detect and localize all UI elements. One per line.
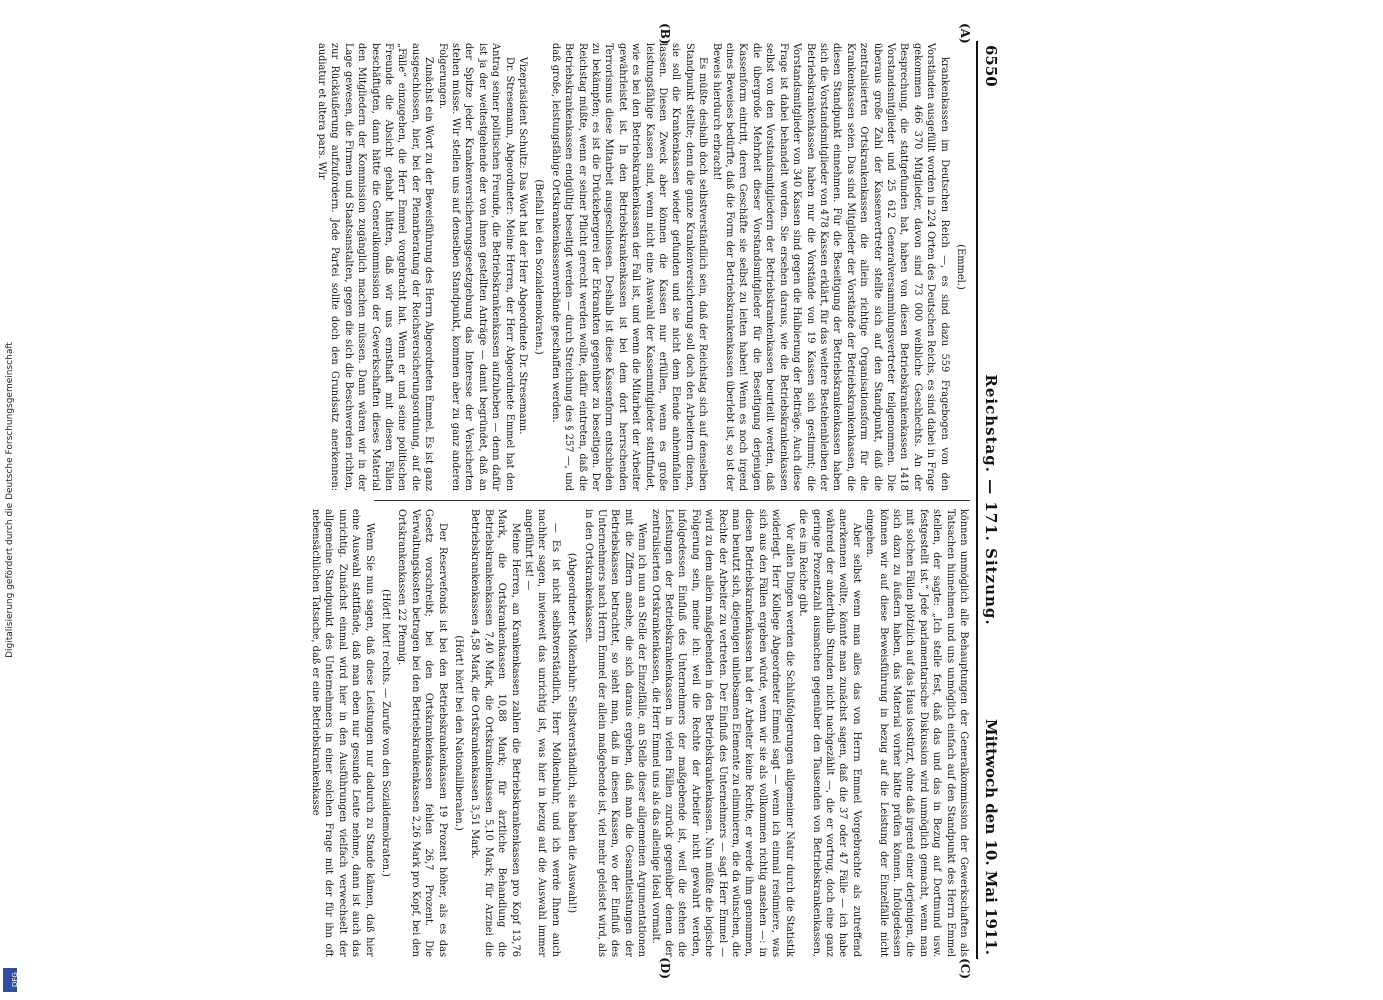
paragraph: — Es ist nicht selbstverständlich, Herr Molkenbuhr, und ich werde Ihnen auch nachher sagen, inwieweit das unrichtig ist, was hier in bezug auf die Auswahl immer angeführt ist! — [523,509,561,957]
interjection: (Hört! hört! bei den Nationalliberalen.) [452,635,464,831]
paragraph: Der Reservefonds ist bei den Betriebskrankenkassen 19 Prozent höher, als es das Gesetz vorschreibt; bei den Ortskrankenkassen fehlen 26,7 Prozent. Die Verwaltungskosten betragen bei den Betriebskrankenkassen 2,26 Mark pro Kopf, bei den Ortskrankenkassen 22 Pfennig. [396,509,448,957]
applause-note: (Beifall bei den Sozialdemokraten.) [533,179,545,355]
session-date: Mittwoch den 10. Mai 1911. [982,718,1000,955]
paragraph: Meine Herren, an Krankenkassen zahlen die Betriebskrankenkassen pro Kopf 13,76 Mark, die Ortskrankenkassen 10,88 Mark; für ärztliche Behandlung die Betriebskrankenkassen 7,40 Mark, die Ortskrankenkassen 5,10 Mark; für Arznei die Betriebskrankenkassen 4,58 Mark, die Ortskrankenkassen 3,51 Mark. [469,509,521,957]
digitization-notice-text: Digitalisierung gefördert durch die Deutsche Forschungsgemeinschaft [5,342,15,658]
left-column [315,43,970,491]
page-number: 6550 [982,45,1000,87]
speaker-tag: (Emmel.) [955,244,966,290]
margin-mark-a: (A) [958,23,972,44]
margin-mark-d: (D) [658,957,672,979]
paragraph: Zunächst ein Wort zu der Beweisführung des Herrn Abgeordneten Emmel. Es ist ganz ausgeschlossen, hier, bei der Plenarberatung der Reichsversicherungsordnung, auf die „Fälle“ einzugehen, die Herr Emmel vorgebracht hat. Wenn er und seine politischen Freunde die Absicht gehabt hätten, daß wir uns ernsthaft mit diesen Fällen beschäftigten, dann hätte die Generalkommission der Gewerkschaften dieses Material den Mitgliedern der Kommission zugänglich machen müssen. Dann wären wir in der Lage gewesen, die Firmen und Staatsanstalten, gegen die sich die Beschwerden richten, zur Rückäußerung aufzufordern. Jede Partei sollte doch den Grundsatz anerkennen: audiatur et altera pars. Wir [315,43,435,491]
dfg-logo: DFG [3,968,17,992]
paragraph: Aber selbst wenn man alles das von Herrn Emmel Vorgebrachte als zutreffend anerkennen wollte, könnte man zunächst sagen, daß die 37 oder 47 Fälle — ich habe während der anderthalb Stunden nicht nachgezählt —, die er vortrug, doch eine ganz geringe Prozentzahl ausmachen gegenüber den Tausenden von Betriebskrankenkassen, die es im Reiche gibt. [797,509,862,957]
margin-mark-b: (B) [658,23,672,45]
page-header [980,35,1002,965]
president-line: Vizepräsident Schultz: Das Wort hat der Herr Abgeordnete Dr. Stresemann. [517,57,528,435]
paragraph: Wenn Sie nun sagen, daß diese Leistungen nur dadurch zu Stande kämen, daß hier eine Auswahl stattfände, daß man eben nur gesunde Leute nehme, dann ist auch das unrichtig. Zunächst einmal wird hier in den Ausführungen vielfach verwechselt der allgemeine Standpunkt des Unternehmers in einer solchen Frage mit der für ihn oft nebensächlichen Tatsache, daß er eine Betriebskrankenkasse [309,509,375,957]
column-divider [374,500,970,501]
margin-mark-c: (C) [958,958,972,979]
interjection: (Abgeordneter Molkenbuhr: Selbstverständlich, sie haben die Auswahl!) [566,552,578,914]
paragraph: Wenn ich nun an Stelle der Einzelfälle, an Stelle dieser allgemeinen Argumentationen mit die Ziffern ansehe, die sich daraus ergeben, daß man die Gesamtleistungen der Betriebskassen betrachtet, so sieht man, daß in diesen Kassen, wo der Einfluß des Unternehmers nach Herrn Emmel der allein maßgebende ist, viel mehr geleistet wird, als in den Ortskrankenkassen. [582,509,648,957]
digitization-notice [2,0,18,1000]
right-column [309,509,970,957]
running-head: Reichstag. — 171. Sitzung. [982,374,1000,626]
paragraph: Es müßte deshalb doch selbstverständlich sein, daß der Reichstag sich auf denselben Standpunkt stellte; denn die ganze Krankenversicherung soll doch den Arbeitern dienen, sie soll die Krankenkassen wieder gefunden und sie nicht dem Elende anheimfallen lassen. Diesen Zweck aber können die Kassen nur erfüllen, wenn es große leistungsfähige Kassen sind, wenn nicht eine Auswahl der Kassenmitglieder stattfindet, wie es bei den Betriebskrankenkassen der Fall ist, und wenn die Mitarbeit der Arbeiter gewährleistet ist. In den Betriebskrankenkassen ist bei dem dort herrschenden Terrorismus diese Mitarbeit ausgeschlossen. Deshalb ist diese Kassenform entschieden zu bekämpfen; es ist die Drückebergerei der Erkrankten gegenüber zu beseitigen. Der Reichstag müßte, wenn er seiner Pflicht gerecht werden wollte, dafür eintreten, daß die Betriebskrankenkassen endgültig beseitigt werden — durch Streichung des § 257 —, und daß große, leistungsfähige Ortskrankenkassenverbände geschaffen werden. [549,43,709,491]
paragraph: krankenkassen im Deutschen Reich —, es sind dazu 559 Fragebogen von den Vorständen ausgefüllt worden in 224 Orten des Deutschen Reichs, es sind dabei in Frage gekommen 466 370 Mitglieder, davon sind 73 000 weibliche Geschlechts. An der Besprechung, die stattgefunden hat, haben von diesen Betriebskrankenkassen 1418 Vorstandsmitglieder und 25 612 Generalversammlungsvertreter teilgenommen. Die überaus große Zahl der Kassenvertreter stellte sich auf den Standpunkt, daß die zentralisierten Ortskrankenkassen die allein richtige Organisationsform für die Krankenkassen seien. Das sind Mitglieder der Vorstände der Betriebskrankenkassen, die diesen Standpunkt einnehmen. Für die Beseitigung der Betriebskrankenkassen haben sich die Vorstandsmitglieder von 478 Kassen erklärt, für das weitere Bestehenbleiben der Betriebskrankenkassen haben nur die Vorstände von 19 Kassen sich gestimmt; die Vorstandsmitglieder von 340 Kassen sind gegen die Halbierung der Beiträge. Auch diese Frage ist dabei behandelt worden. Sie ersehen daraus, wie die Betriebskrankenkassen selbst von den Vorstandsmitgliedern der Betriebskrankenkassen beurteilt werden, daß die übergroße Mehrheit dieser Vorstandsmitglieder für die Beseitigung derjenigen Kassenform eintritt, deren Geschäfte sie selbst zu leiten haben! Wenn es noch irgend eines Beweises bedürfte, daß die Form der Betriebskrankenkassen überlebt ist, so ist der Beweis hierdurch erbracht! [710,43,950,491]
paragraph: Vor allen Dingen werden die Schlußfolgerungen allgemeiner Natur durch die Statistik widerlegt. Herr Kollege Abgeordneter Emmel sagt — wenn ich einmal resümiere, was sich aus den Fällen ergeben würde, wenn wir sie als vollkommen richtig ansehen —: in diesen Betriebskrankenkassen hat der Arbeiter keine Rechte, er werde ihm genommen, man benutzt sich, diejenigen unliebsamen Elemente zu eliminieren, die da wünschen, die Rechte der Arbeiter zu vertreten. Der Einfluß des Unternehmers — sagt Herr Emmel — wird zu dem allein maßgebenden in den Betriebskrankenkassen. Nun müßte die logische Folgerung sein, meine ich: weil die Rechte der Arbeiter nicht gewahrt werden, infolgedessen Einfluß des Unternehmers der maßgebende ist, weil die stehen die Leistungen der Betriebskrankenkassen in vielen Fällen zurück gegenüber denen der zentralisierten Ortskrankenkassen, die Herr Emmel uns als das alleinige Ideal vormalt. [649,509,795,957]
paragraph: Dr. Stresemann, Abgeordneter: Meine Herren, der Herr Abgeordnete Emmel hat den Antrag seiner politischen Freunde, die Betriebskrankenkassen aufzuheben — denn dafür ist ja der weitestgehende der von ihnen gestellten Anträge — damit begründet, daß an der Spitze jeder Krankenversicherungsgesetzgebung das Interesse der Versicherten stehen müsse. Wir stellen uns auf denselben Standpunkt, kommen aber zu ganz anderen Folgerungen. [436,43,515,491]
interjection: (Hört! hört! rechts. — Zurufe von den Sozialdemokraten.) [379,589,391,877]
paragraph: können unmöglich alle Behauptungen der Generalkommission der Gewerkschaften als Tatsachen hinnehmen und uns unmöglich einfach auf den Standpunkt des Herrn Emmel stellen, der sagte: „Ich stelle fest, daß das und das in Bezug auf Dortmund usw. festgestellt ist.“ Jede parlamentarische Diskussion wird unmöglich gemacht, wenn man mit solchen Fällen plötzlich auf das Haus losstürzt, ohne daß irgend einer derjenigen, die sich dazu zu äußern haben, das Material vorher hätte prüfen können. Infolgedessen können wir auf diese Beweisführung in bezug auf die Leistung der Einzelfälle nicht eingehen. [864,509,969,957]
page-scan [309,23,1002,979]
header-rule [976,41,978,959]
